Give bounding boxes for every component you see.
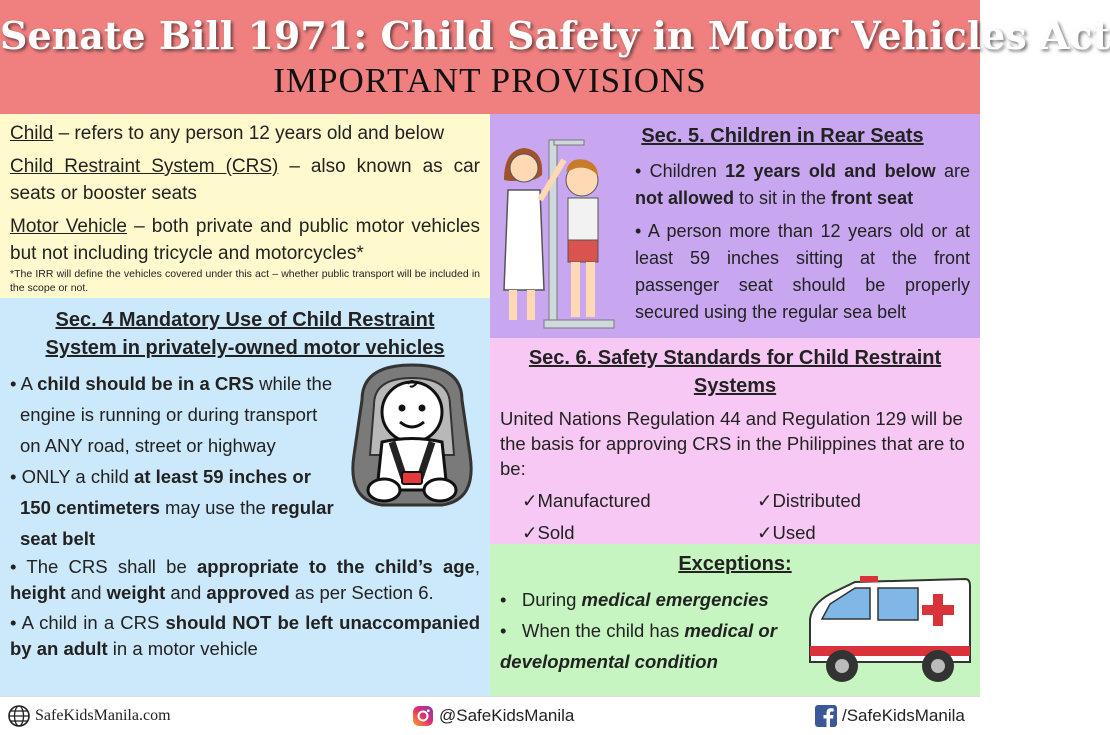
definition-crs xyxy=(10,153,480,207)
section-4-panel xyxy=(0,298,490,696)
list-item: • A person more than 12 years old or at least 59 inches sitting at the front passenger seat should be properly secured using the regular sea belt xyxy=(635,221,970,322)
instagram-icon xyxy=(412,705,434,727)
section-5-body xyxy=(635,158,970,332)
def-crs: – also known as car seats or booster seats xyxy=(10,156,481,204)
list-item: • When the child has medical or developmental condition xyxy=(500,620,777,672)
list-item-cont: engine is running or during transport xyxy=(20,404,318,425)
list-item: • A child in a CRS should NOT be left unaccompanied by an adult in a motor vehicle xyxy=(10,612,480,659)
list-item-cont: on ANY road, street or highway xyxy=(20,435,276,456)
list-item: • Children 12 years old and below are not allowed to sit in the front seat xyxy=(635,161,970,208)
section-6-panel xyxy=(490,338,980,544)
definition-child xyxy=(10,120,480,147)
definition-motor-vehicle xyxy=(10,213,480,267)
check-item: ✓Distributed xyxy=(757,490,861,511)
list-item: • A child should be in a CRS while the xyxy=(10,373,333,394)
exceptions-list xyxy=(500,584,800,677)
car-seat-illustration xyxy=(342,360,482,510)
facebook-text: /SafeKidsManila xyxy=(842,706,965,725)
check-item: ✓Manufactured xyxy=(522,490,651,511)
footnote: *The IRR will define the vehicles covered under this act – whether public transport will be included in the scope or not. xyxy=(10,268,480,294)
check-list xyxy=(522,485,970,549)
footer-website[interactable] xyxy=(8,705,171,727)
def-child: – refers to any person 12 years old and below xyxy=(53,123,445,144)
section-5-heading: Sec. 5. Children in Rear Seats xyxy=(641,125,924,147)
section-4-heading: Sec. 4 Mandatory Use of Child Restraint System in privately-owned motor vehicles xyxy=(45,309,445,359)
header-banner xyxy=(0,0,1110,114)
page-subtitle: IMPORTANT PROVISIONS xyxy=(273,61,707,100)
term-crs: Child Restraint System (CRS) xyxy=(10,156,279,177)
footer xyxy=(0,696,980,735)
section-5-panel xyxy=(490,114,980,338)
check-item: ✓Used xyxy=(757,522,816,543)
website-text: SafeKidsManila.com xyxy=(35,707,171,724)
list-item-cont: seat belt xyxy=(20,528,96,549)
list-item: • ONLY a child at least 59 inches or xyxy=(10,466,311,487)
footer-instagram[interactable] xyxy=(412,705,574,727)
check-item: ✓Sold xyxy=(522,522,575,543)
globe-icon xyxy=(8,705,30,727)
ambulance-illustration xyxy=(800,574,972,686)
def-motor-vehicle: – both private and public motor vehicles but not including tricycle and motorcycles* xyxy=(10,216,480,264)
facebook-icon xyxy=(815,705,837,727)
term-child: Child xyxy=(10,123,54,144)
footer-facebook[interactable] xyxy=(815,705,965,727)
exceptions-panel xyxy=(490,544,980,696)
list-item-cont: 150 centimeters may use the regular xyxy=(20,497,334,518)
instagram-text: @SafeKidsManila xyxy=(439,706,575,725)
section-6-text: United Nations Regulation 44 and Regulation 129 will be the basis for approving CRS in the Philippines that are to be: xyxy=(500,408,965,479)
page-title: Senate Bill 1971: Child Safety in Motor Vehicles Act xyxy=(0,13,1110,58)
term-motor-vehicle: Motor Vehicle xyxy=(10,216,127,237)
definitions-panel xyxy=(0,114,490,298)
list-item: • The CRS shall be appropriate to the child’s age, height and weight and approved as per Section 6. xyxy=(10,556,480,603)
doctor-measuring-child-illustration xyxy=(494,120,634,332)
list-item: • During medical emergencies xyxy=(500,589,769,610)
section-6-heading: Sec. 6. Safety Standards for Child Restraint Systems xyxy=(528,347,942,397)
exceptions-heading: Exceptions: xyxy=(678,553,792,575)
